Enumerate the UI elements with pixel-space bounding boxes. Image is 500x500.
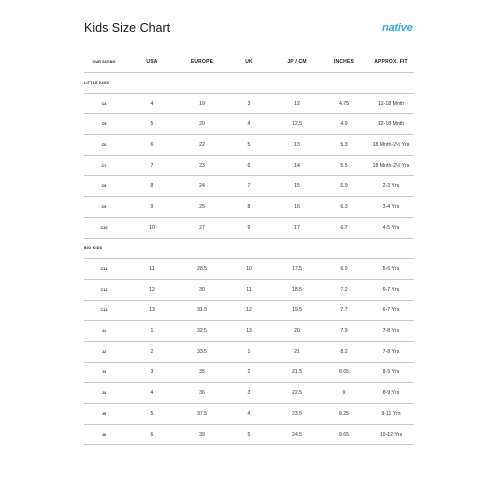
table-cell: 28.5	[196, 266, 208, 273]
table-cell: 6	[247, 162, 251, 169]
table-cell: 5	[150, 121, 154, 128]
table-cell: 18 Mnth-2½ Yrs	[372, 162, 410, 169]
table-cell: 8-9 Yrs	[382, 369, 400, 376]
table-cell: 2-3 Yrs	[382, 183, 400, 190]
table-cell: 6	[150, 431, 154, 438]
table-cell: 24.5	[291, 431, 303, 438]
table-cell: 15	[294, 183, 300, 190]
table-cell: 10	[149, 224, 155, 231]
table-header-row	[84, 51, 414, 73]
table-row	[84, 280, 414, 301]
table-cell: 7.9	[340, 328, 348, 335]
table-cell: 2	[150, 348, 154, 355]
table-row	[84, 342, 414, 363]
table-cell: 6.9	[340, 266, 348, 273]
table-cell: 1	[247, 348, 251, 355]
table-cell: 9	[342, 390, 346, 397]
header-inches: INCHES	[333, 58, 355, 65]
table-cell: 9	[247, 224, 251, 231]
table-cell: 25	[199, 203, 205, 210]
table-cell: 18.5	[291, 286, 303, 293]
table-cell: 21	[294, 348, 300, 355]
table-cell: 5.9	[340, 183, 348, 190]
table-cell: 5	[247, 431, 251, 438]
table-cell: 8.65	[338, 369, 350, 376]
section-header-row	[84, 239, 414, 260]
table-cell: 17.5	[291, 266, 303, 273]
table-cell: 19.5	[291, 307, 303, 314]
table-cell: 3	[150, 369, 154, 376]
table-cell: 27	[199, 224, 205, 231]
table-cell: 9.25	[338, 410, 350, 417]
table-cell: 31.5	[196, 307, 208, 314]
size-code-cell: C5	[101, 122, 107, 127]
size-code-cell: C6	[101, 142, 107, 147]
table-cell: 12	[149, 286, 155, 293]
table-cell: 39	[199, 431, 205, 438]
table-cell: 5.5	[340, 162, 348, 169]
table-cell: 22.5	[291, 390, 303, 397]
table-row	[84, 404, 414, 425]
table-cell: 4	[150, 390, 154, 397]
table-row	[84, 301, 414, 322]
table-cell: 9.65	[338, 431, 350, 438]
size-code-cell: C10	[100, 225, 108, 230]
table-cell: 23	[199, 162, 205, 169]
size-chart-table	[84, 51, 414, 445]
table-cell: 8-9 Yrs	[382, 390, 400, 397]
table-cell: 7-8 Yrs	[382, 348, 400, 355]
table-cell: 21.5	[291, 369, 303, 376]
table-cell: 30	[199, 286, 205, 293]
table-row	[84, 321, 414, 342]
table-row	[84, 363, 414, 384]
table-cell: 6-7 Yrs	[382, 286, 400, 293]
section-header-row	[84, 73, 414, 94]
size-code-cell: C11	[100, 267, 108, 272]
table-cell: 36	[199, 390, 205, 397]
size-code-cell: J2	[101, 349, 107, 354]
table-cell: 12	[294, 100, 300, 107]
table-cell: 5.3	[340, 141, 348, 148]
table-cell: 4-5 Yrs	[382, 224, 400, 231]
header-usa: USA	[146, 58, 158, 65]
header-jp-cm: JP / CM	[287, 58, 307, 65]
table-cell: 32.5	[196, 328, 208, 335]
table-cell: 5	[150, 410, 154, 417]
section-label: LITTLE KIDS	[84, 80, 110, 85]
size-code-cell: J1	[101, 329, 107, 334]
table-cell: 23.5	[291, 410, 303, 417]
table-cell: 35	[199, 369, 205, 376]
table-cell: 4	[247, 121, 251, 128]
table-cell: 20	[199, 121, 205, 128]
table-cell: 8	[150, 183, 154, 190]
table-cell: 18 Mnth-2½ Yrs	[372, 141, 410, 148]
table-cell: 8	[247, 203, 251, 210]
table-row	[84, 156, 414, 177]
table-row	[84, 425, 414, 446]
header-approx-fit: APPROX. FIT	[374, 58, 408, 65]
size-code-cell: C7	[101, 163, 107, 168]
table-cell: 7-8 Yrs	[382, 328, 400, 335]
table-cell: 33.5	[196, 348, 208, 355]
table-cell: 6	[150, 141, 154, 148]
table-cell: 12	[246, 307, 252, 314]
table-cell: 13	[246, 328, 252, 335]
table-cell: 9	[150, 203, 154, 210]
table-cell: 4.75	[338, 100, 350, 107]
size-code-cell: J6	[101, 432, 107, 437]
table-row	[84, 176, 414, 197]
table-cell: 3	[247, 100, 251, 107]
header-europe: EUROPE	[190, 58, 214, 65]
table-cell: 12-18 Mnth	[377, 121, 405, 128]
table-cell: 1	[150, 328, 154, 335]
table-cell: 2	[247, 369, 251, 376]
size-code-cell: C4	[101, 101, 107, 106]
table-row	[84, 135, 414, 156]
table-row	[84, 383, 414, 404]
section-label: BIG KIDS	[84, 246, 103, 251]
table-cell: 6.7	[340, 224, 348, 231]
size-code-cell: C13	[100, 308, 108, 313]
table-cell: 4.9	[340, 121, 348, 128]
size-code-cell: C8	[101, 184, 107, 189]
table-row	[84, 114, 414, 135]
brand-logo: native	[382, 22, 413, 34]
table-row	[84, 94, 414, 115]
table-cell: 4	[150, 100, 154, 107]
table-cell: 13	[294, 141, 300, 148]
table-cell: 13	[149, 307, 155, 314]
table-cell: 3	[247, 390, 251, 397]
table-cell: 24	[199, 183, 205, 190]
table-cell: 7.2	[340, 286, 348, 293]
table-row	[84, 197, 414, 218]
table-cell: 7	[247, 183, 251, 190]
table-cell: 20	[294, 328, 300, 335]
table-row	[84, 218, 414, 239]
table-cell: 22	[199, 141, 205, 148]
size-code-cell: C9	[101, 204, 107, 209]
size-code-cell: J4	[101, 391, 107, 396]
table-cell: 16	[294, 203, 300, 210]
size-code-cell: J3	[101, 370, 107, 375]
table-cell: 19	[199, 100, 205, 107]
table-cell: 12.5	[291, 121, 303, 128]
table-cell: 8.2	[340, 348, 348, 355]
header-our-sizing: OUR SIZING	[92, 59, 116, 64]
table-cell: 6.3	[340, 203, 348, 210]
table-cell: 5-6 Yrs	[382, 266, 400, 273]
table-cell: 37.5	[196, 410, 208, 417]
table-cell: 14	[294, 162, 300, 169]
table-cell: 3-4 Yrs	[382, 203, 400, 210]
size-code-cell: J5	[101, 411, 107, 416]
page-title: Kids Size Chart	[84, 21, 171, 35]
table-cell: 7.7	[340, 307, 348, 314]
table-cell: 10-12 Yrs	[379, 431, 403, 438]
table-cell: 11	[149, 266, 155, 273]
table-cell: 17	[294, 224, 300, 231]
table-cell: 12-18 Mnth	[377, 100, 405, 107]
table-row	[84, 259, 414, 280]
size-code-cell: C12	[100, 287, 108, 292]
table-cell: 5	[247, 141, 251, 148]
table-cell: 11	[246, 286, 252, 293]
table-cell: 4	[247, 410, 251, 417]
table-cell: 7	[150, 162, 154, 169]
table-cell: 6-7 Yrs	[382, 307, 400, 314]
header-uk: UK	[245, 58, 253, 65]
table-cell: 9-11 Yrs	[381, 410, 401, 417]
table-cell: 10	[246, 266, 252, 273]
